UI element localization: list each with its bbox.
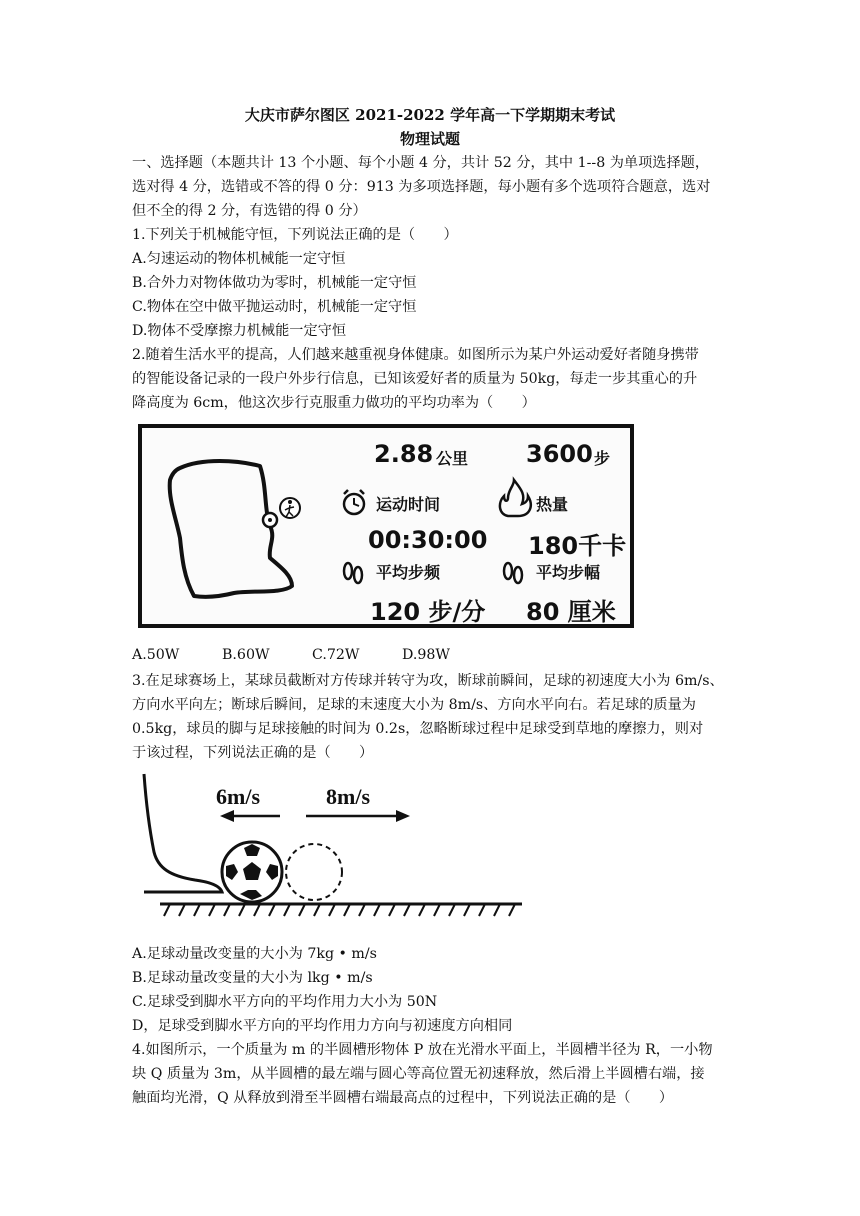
q3-stem-line-1: 3.在足球赛场上，某球员截断对方传球并转守为攻，断球前瞬间，足球的初速度大小为 6m/s、 <box>132 673 724 689</box>
device-screen <box>138 424 634 628</box>
q3-stem-line-4: 于该过程，下列说法正确的是（ ） <box>132 745 374 761</box>
q3-stem-line-3: 0.5kg，球员的脚与足球接触的时间为 0.2s，忽略断球过程中足球受到草地的摩擦力，则对 <box>132 721 704 737</box>
q3-stem-line-2: 方向水平向左；断球后瞬间，足球的末速度大小为 8m/s、方向水平向右。若足球的质量为 <box>132 697 696 713</box>
q2-choice-b: B.60W <box>222 647 270 663</box>
time-value: 00:30:00 <box>368 526 488 554</box>
ball-icon <box>222 842 282 902</box>
right-speed-label: 8m/s <box>326 784 370 809</box>
q3-option-b: B.足球动量改变量的大小为 lkg • m/s <box>132 970 373 986</box>
q1-stem: 1.下列关于机械能守恒，下列说法正确的是（ ） <box>132 227 458 243</box>
ground-hatching <box>164 904 515 916</box>
left-arrow <box>220 810 280 822</box>
q1-option-c: C.物体在空中做平抛运动时，机械能一定守恒 <box>132 299 417 315</box>
steps-value: 3600 <box>526 440 593 468</box>
stride-label: 平均步幅 <box>536 563 601 582</box>
q4-stem-line-1: 4.如图所示，一个质量为 m 的半圆槽形物体 P 放在光滑水平面上，半圆槽半径为 R，一小物 <box>132 1042 713 1058</box>
alarm-clock-icon <box>344 490 364 514</box>
cadence-label: 平均步频 <box>376 563 441 582</box>
right-arrow <box>306 810 410 822</box>
footprints-icon <box>344 563 362 583</box>
q4-stem-line-2: 块 Q 质量为 3m，从半圆槽的最左端与圆心等高位置无初速释放，然后滑上半圆槽右端，接 <box>132 1066 705 1082</box>
distance-value: 2.88 <box>374 440 434 468</box>
q1-option-a: A.匀速运动的物体机械能一定守恒 <box>132 251 346 267</box>
q2-choice-c: C.72W <box>312 647 360 663</box>
q3-option-c: C.足球受到脚水平方向的平均作用力大小为 50N <box>132 994 438 1010</box>
foot-outline <box>144 774 222 892</box>
q1-option-d: D.物体不受摩擦力机械能一定守恒 <box>132 323 347 339</box>
cadence-value: 120 步/分 <box>370 598 486 626</box>
footprints-icon-2 <box>504 563 522 583</box>
football-diagram <box>140 772 525 922</box>
q2-stem-line-3: 降高度为 6cm，他这次步行克服重力做功的平均功率为（ ） <box>132 395 536 411</box>
walker-icon <box>280 498 300 518</box>
football-figure <box>140 772 525 922</box>
heat-value: 180千卡 <box>528 532 627 560</box>
heat-label: 热量 <box>536 495 569 514</box>
q2-stem-line-1: 2.随着生活水平的提高，人们越来越重视身体健康。如图所示为某户外运动爱好者随身携带 <box>132 347 699 363</box>
q2-choice-a: A.50W <box>132 647 180 663</box>
q4-stem-line-3: 触面均光滑，Q 从释放到滑至半圆槽右端最高点的过程中，下列说法正确的是（ ） <box>132 1090 674 1106</box>
q2-choice-d: D.98W <box>402 647 451 663</box>
q2-stem-line-2: 的智能设备记录的一段户外步行信息，已知该爱好者的质量为 50kg，每走一步其重心的升 <box>132 371 698 387</box>
section-intro-line-2: 选对得 4 分，选错或不答的得 0 分：913 为多项选择题，每小题有多个选项符合题意，选对 <box>132 179 711 195</box>
stride-value: 80 厘米 <box>526 598 616 626</box>
steps-unit: 步 <box>594 449 611 468</box>
q1-option-b: B.合外力对物体做功为零时，机械能一定守恒 <box>132 275 417 291</box>
route-start-marker <box>263 513 277 527</box>
time-label: 运动时间 <box>376 495 441 514</box>
dashed-ball <box>286 844 342 900</box>
route-path <box>170 461 292 597</box>
exam-subtitle: 物理试题 <box>399 130 460 148</box>
exam-title: 大庆市萨尔图区 2021-2022 学年高一下学期期末考试 <box>244 106 616 124</box>
left-speed-label: 6m/s <box>216 784 260 809</box>
flame-icon <box>500 480 531 516</box>
section-intro-line-3: 但不全的得 2 分，有选错的得 0 分） <box>132 203 367 219</box>
q3-option-a: A.足球动量改变量的大小为 7kg • m/s <box>132 946 377 962</box>
section-intro-line-1: 一、选择题（本题共计 13 个小题、每个小题 4 分，共计 52 分，其中 1--8 为单项选择题， <box>132 155 710 171</box>
distance-unit: 公里 <box>436 449 469 468</box>
q3-option-d: D，足球受到脚水平方向的平均作用力方向与初速度方向相同 <box>132 1018 513 1034</box>
